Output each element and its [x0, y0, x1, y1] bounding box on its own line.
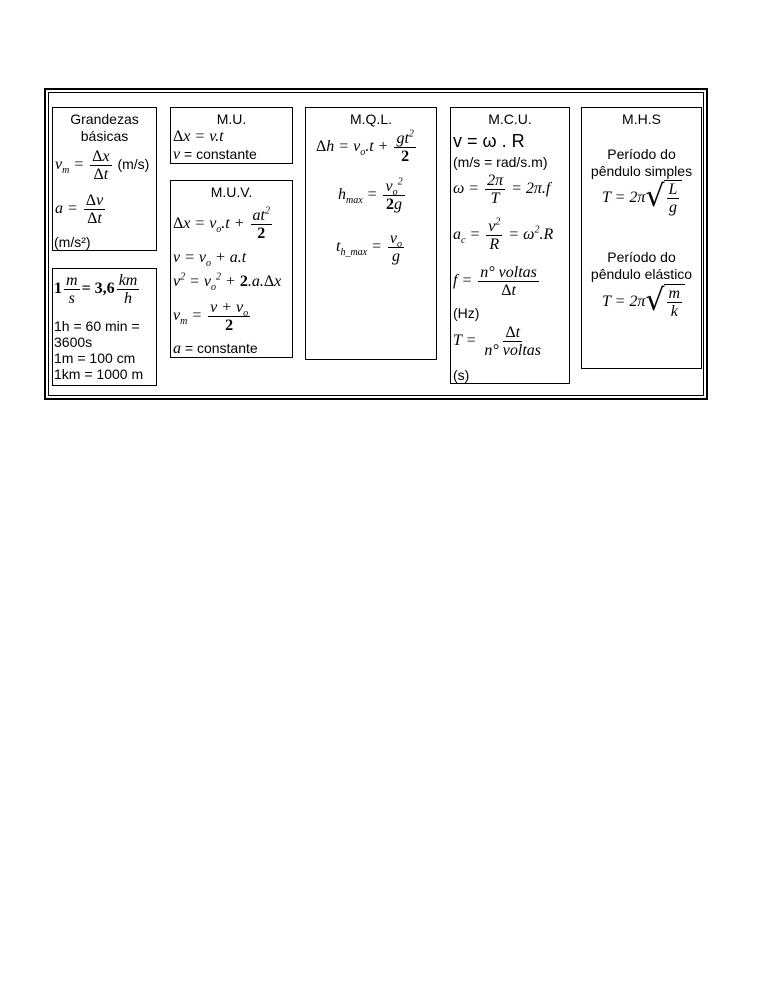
mu-velocidade-constante: v = constante	[173, 146, 257, 163]
box-mql	[305, 107, 437, 360]
mql-title: M.Q.L.	[349, 111, 392, 127]
formula-torricelli: $v^2 = v_o^2 + 2.a.\Delta x$	[173, 271, 282, 294]
formula-periodo-mcu: T = $\frac{\Delta t}{\text{n° voltas}}$	[453, 324, 542, 359]
mhs-simples-2: pêndulo simples	[590, 163, 693, 179]
formula-pendulo-elastico: T = 2π √ $\frac{m}{k}$	[602, 284, 685, 320]
unit-s: (s)	[453, 367, 470, 383]
basicas-title-1: Grandezas	[70, 111, 139, 127]
box-mcu	[450, 107, 570, 384]
formula-velocidade-angular: ω = $\frac{2\pi}{T}$ = 2π.f	[453, 172, 551, 207]
mu-title: M.U.	[216, 111, 247, 127]
box-conversoes	[52, 268, 157, 386]
mhs-title: M.H.S	[622, 111, 661, 127]
formula-mu-deslocamento: Δx = v.t	[173, 128, 224, 145]
muv-title: M.U.V.	[210, 184, 253, 200]
formula-muv-velocidade: $v = v_o + a.t$	[173, 249, 247, 270]
box-muv	[170, 180, 293, 358]
formula-mcu-velocidade: v = ω . R	[453, 131, 525, 151]
formula-aceleracao-centripeta: $a_c$ = $\frac{v^2}{R}$ = $\omega^2.R$	[453, 216, 554, 253]
basicas-title-2: básicas	[80, 128, 129, 144]
conversao-3: 1m = 100 cm	[54, 350, 136, 366]
conversao-4: 1km = 1000 m	[54, 366, 144, 382]
conversao-2: 3600s	[54, 334, 93, 350]
vm-unit: (m/s)	[117, 156, 150, 173]
formula-muv-velocidade-media: $v_m$ = $\frac{v + v_o}{2}$	[173, 299, 249, 334]
mcu-title: M.C.U.	[488, 111, 532, 127]
formula-muv-deslocamento: $\Delta x = v_o.t$ + $\frac{at^2}{2}$	[173, 205, 270, 242]
formula-aceleracao: a = $\frac{\Delta v}{\Delta t}$	[55, 192, 104, 227]
a-unit: (m/s²)	[54, 234, 91, 250]
formula-altura-maxima: $h_{max}$ = $\frac{v_o^2}{2g}$	[338, 176, 403, 213]
formula-mql-altura: $\Delta h = v_o.t$ + $\frac{gt^2}{2}$	[316, 128, 414, 165]
mhs-elastico-2: pêndulo elástico	[590, 266, 693, 282]
mhs-simples-1: Período do	[607, 146, 676, 162]
box-mu	[170, 107, 293, 164]
formula-conversao-kmh: 1 $\frac{m}{s}$ = 3,6 $\frac{km}{h}$	[54, 272, 138, 307]
muv-const-text: = constante	[184, 340, 258, 356]
conversao-1: 1h = 60 min =	[54, 318, 140, 334]
box-grandezas-basicas	[52, 107, 157, 251]
muv-aceleracao-constante: a = constante	[173, 340, 258, 357]
mhs-elastico-1: Período do	[607, 249, 676, 265]
mu-const-text: = constante	[184, 146, 257, 162]
mcu-unit-line: (m/s = rad/s.m)	[453, 154, 548, 170]
formula-pendulo-simples: T = 2π √ $\frac{L}{g}$	[602, 180, 682, 216]
formula-tempo-altura-maxima: $t_{h\_max}$ = $\frac{v_o}{g}$	[336, 230, 403, 265]
formula-frequencia: f = $\frac{\text{n° voltas}}{\Delta t}$	[453, 264, 537, 299]
formula-velocidade-media: $v_m$ = $\frac{\Delta x}{\Delta t}$ (m/s)	[55, 148, 150, 183]
unit-hz: (Hz)	[453, 305, 480, 321]
box-mhs	[581, 107, 702, 369]
